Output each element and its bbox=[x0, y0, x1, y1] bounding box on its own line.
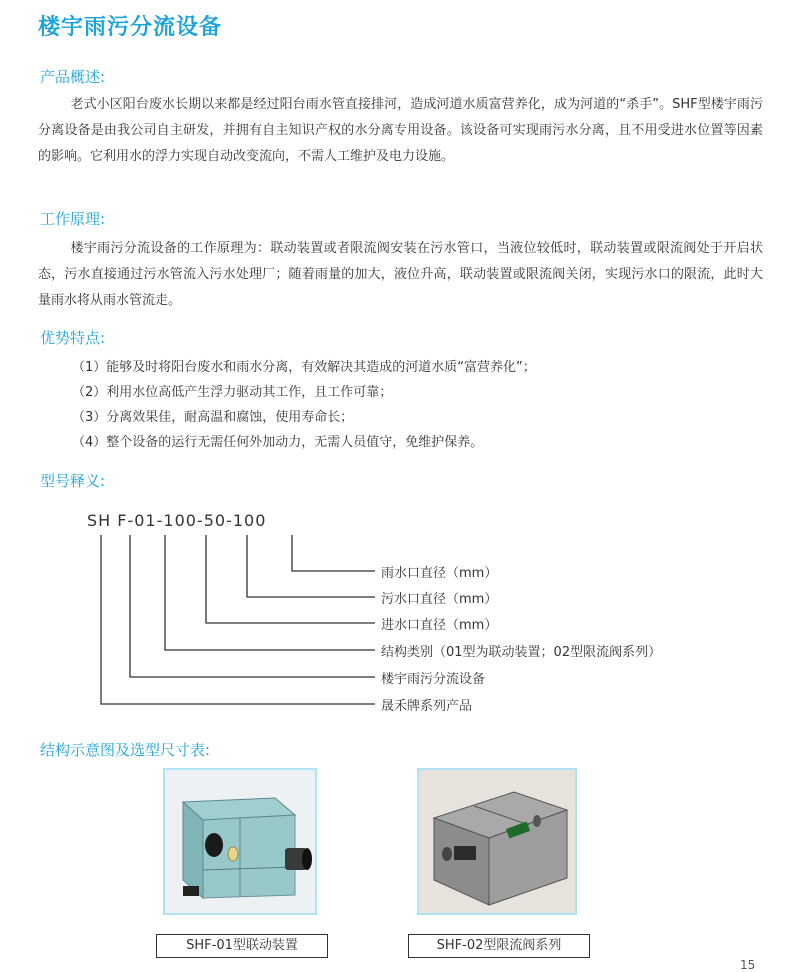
shf02-device-illustration bbox=[419, 770, 575, 913]
model-code: SH F-01-100-50-100 bbox=[87, 511, 267, 530]
diagram-label-rain-outlet: 雨水口直径（mm） bbox=[381, 566, 498, 581]
figure-caption-shf01: SHF-01型联动装置 bbox=[156, 934, 328, 958]
diagram-label-equipment: 楼宇雨污分流设备 bbox=[381, 672, 486, 687]
page-title: 楼宇雨污分流设备 bbox=[38, 15, 223, 40]
overview-text: 老式小区阳台废水长期以来都是经过阳台雨水管直接排河，造成河道水质富营养化，成为河道的“杀手”。SHF型楼宇雨污分离设备是由我公司自主研发，并拥有自主知识产权的水分离专用设备。该设备可实现雨污水分离，且不用受进水位置等因素的影响。它利用水的浮力实现自动改变流向，不需人工维护及电力设施。 bbox=[38, 97, 763, 164]
principle-heading: 工作原理: bbox=[40, 210, 106, 228]
shf01-device-illustration bbox=[165, 770, 315, 913]
principle-text: 楼宇雨污分流设备的工作原理为：联动装置或者限流阀安装在污水管口，当液位较低时，联动装置或限流阀处于开启状态，污水直接通过污水管流入污水处理厂；随着雨量的加大，液位升高，联动装置或限流阀关闭，实现污水口的限流，此时大量雨水将从雨水管流走。 bbox=[38, 241, 763, 308]
figure-caption-shf02: SHF-02型限流阀系列 bbox=[408, 934, 590, 958]
advantage-item: （1）能够及时将阳台废水和雨水分离，有效解决其造成的河道水质“富营养化”； bbox=[72, 360, 536, 375]
structure-heading: 结构示意图及选型尺寸表: bbox=[40, 741, 211, 759]
page-number: 15 bbox=[740, 958, 756, 972]
advantage-item: （2）利用水位高低产生浮力驱动其工作，且工作可靠； bbox=[72, 385, 393, 400]
diagram-label-brand: 晟禾牌系列产品 bbox=[381, 699, 473, 714]
advantage-item: （4）整个设备的运行无需任何外加动力，无需人员值守，免维护保养。 bbox=[72, 435, 484, 450]
advantages-heading: 优势特点: bbox=[40, 329, 106, 347]
overview-heading: 产品概述: bbox=[40, 68, 106, 86]
diagram-label-structure-type: 结构类别（01型为联动装置；02型限流阀系列） bbox=[381, 645, 662, 660]
figure-shf02-frame bbox=[417, 768, 577, 915]
diagram-label-sewage-outlet: 污水口直径（mm） bbox=[381, 592, 498, 607]
diagram-label-inlet: 进水口直径（mm） bbox=[381, 618, 498, 633]
model-heading: 型号释义: bbox=[40, 472, 106, 490]
figure-shf01-frame bbox=[163, 768, 317, 915]
advantage-item: （3）分离效果佳，耐高温和腐蚀，使用寿命长； bbox=[72, 410, 354, 425]
